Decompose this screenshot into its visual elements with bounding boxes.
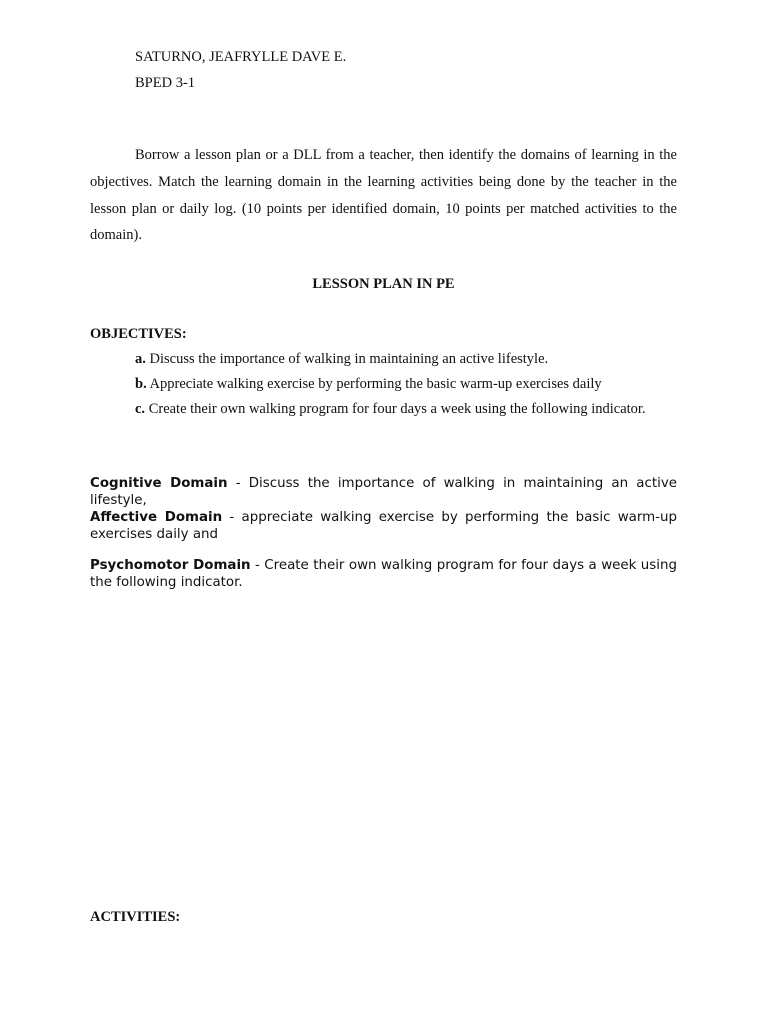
- domain-description: - Create their own walking program for four days a week using the following indicator.: [90, 558, 677, 590]
- objective-letter: a.: [135, 351, 146, 367]
- domain-name: Psychomotor Domain: [90, 558, 251, 573]
- instructions-paragraph: Borrow a lesson plan or a DLL from a teacher, then identify the domains of learning in the objectives. Match the learning domain in the learning activities being done by the teacher in the lesson plan or daily log. (10 points per identified domain, 10 points per matched activities to the domain).: [90, 147, 677, 244]
- domain-name: Affective Domain: [90, 510, 223, 525]
- objective-letter: c.: [135, 401, 146, 417]
- objective-text: Discuss the importance of walking in maintaining an active lifestyle.: [149, 351, 549, 367]
- objective-item-a: [90, 347, 677, 372]
- domain-description: - appreciate walking exercise by performing the basic warm-up exercises daily and: [90, 510, 677, 542]
- objective-letter: b.: [135, 376, 147, 392]
- student-name: SATURNO, JEAFRYLLE DAVE E.: [135, 49, 347, 65]
- domain-name: Cognitive Domain: [90, 476, 228, 491]
- domain-cognitive: [90, 476, 677, 509]
- domain-description: - Discuss the importance of walking in maintaining an active lifestyle,: [90, 476, 677, 508]
- objective-item-c: [90, 397, 677, 422]
- objective-item-b: [90, 372, 677, 397]
- objectives-heading: OBJECTIVES:: [90, 326, 187, 342]
- objective-text: Create their own walking program for four days a week using the following indicator.: [148, 401, 646, 417]
- activities-heading: ACTIVITIES:: [90, 909, 181, 925]
- objective-text: Appreciate walking exercise by performing the basic warm-up exercises daily: [149, 376, 602, 392]
- student-section: BPED 3-1: [135, 75, 196, 91]
- domain-psychomotor: [90, 558, 677, 591]
- domain-affective: [90, 510, 677, 543]
- document-title: LESSON PLAN IN PE: [312, 276, 455, 292]
